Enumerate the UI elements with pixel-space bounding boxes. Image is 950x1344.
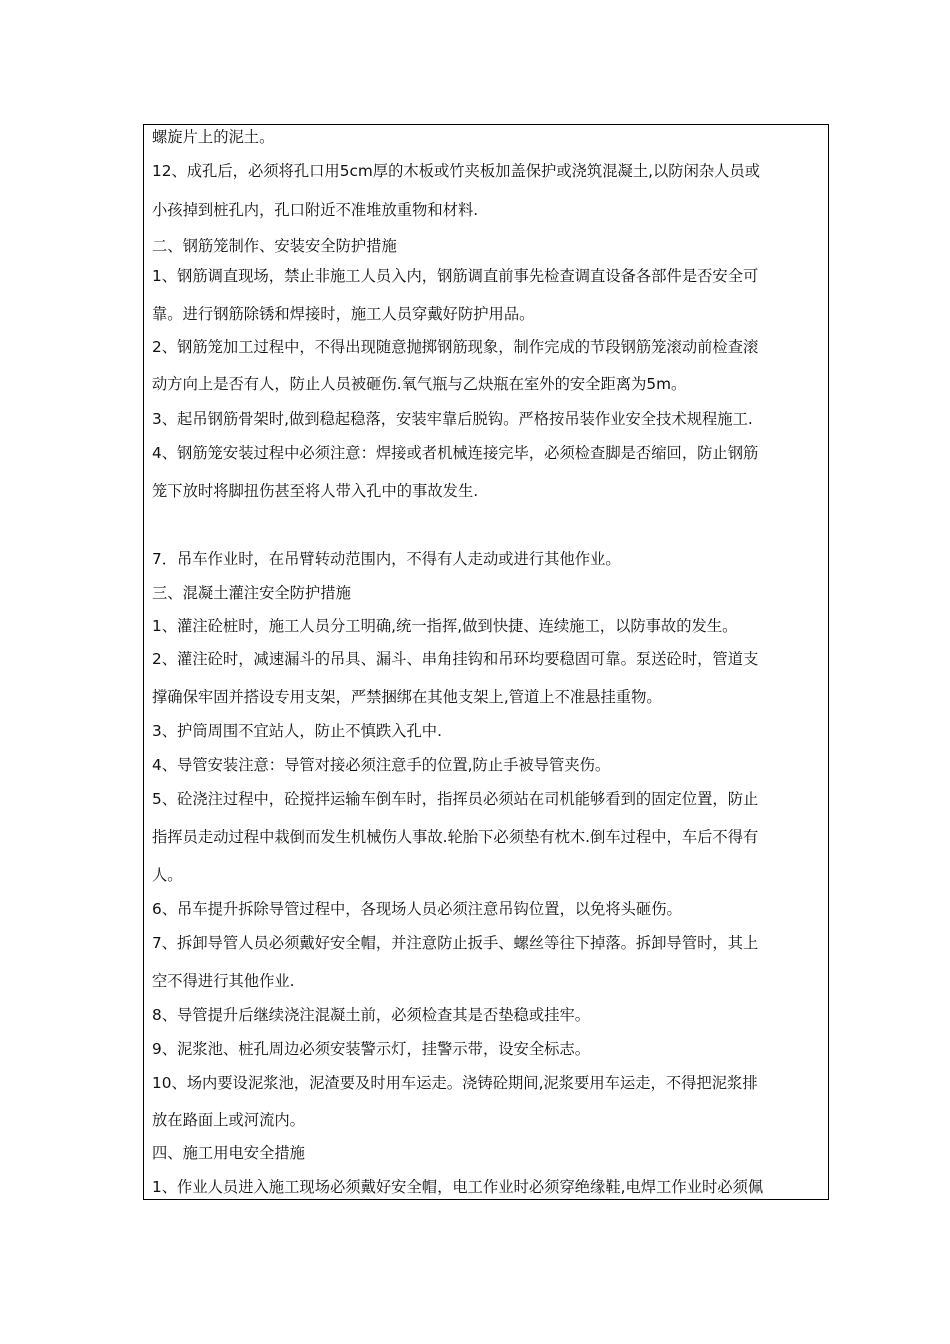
- section-heading: 三、混凝土灌注安全防护措施: [152, 584, 351, 602]
- text-line: 2、钢筋笼加工过程中，不得出现随意抛掷钢筋现象，制作完成的节段钢筋笼滚动前检查滚: [152, 338, 759, 356]
- text-line: 5、砼浇注过程中，砼搅拌运输车倒车时，指挥员必须站在司机能够看到的固定位置，防止: [152, 790, 759, 808]
- text-line: 笼下放时将脚扭伤甚至将人带入孔中的事故发生.: [152, 482, 479, 500]
- text-line: 撑确保牢固并搭设专用支架，严禁捆绑在其他支架上,管道上不准悬挂重物。: [152, 688, 662, 706]
- text-line: 1、灌注砼桩时，施工人员分工明确,统一指挥,做到快捷、连续施工，以防事故的发生。: [152, 617, 738, 635]
- text-line: 2、灌注砼时，减速漏斗的吊具、漏斗、串角挂钩和吊环均要稳固可靠。泵送砼时，管道支: [152, 650, 759, 668]
- text-line: 空不得进行其他作业.: [152, 972, 295, 990]
- text-line: 4、导管安装注意：导管对接必须注意手的位置,防止手被导管夹伤。: [152, 756, 611, 774]
- section-heading: 二、钢筋笼制作、安装安全防护措施: [152, 237, 397, 255]
- text-line: 3、护筒周围不宜站人，防止不慎跌入孔中.: [152, 722, 442, 740]
- text-line: 指挥员走动过程中栽倒而发生机械伤人事故.轮胎下必须垫有枕木.倒车过程中，车后不得有: [152, 828, 759, 846]
- text-line: 放在路面上或河流内。: [152, 1111, 305, 1129]
- text-line: 7．吊车作业时，在吊臂转动范围内，不得有人走动或进行其他作业。: [152, 550, 621, 568]
- text-line: 靠。进行钢筋除锈和焊接时，施工人员穿戴好防护用品。: [152, 305, 535, 323]
- section-heading: 四、施工用电安全措施: [152, 1144, 305, 1162]
- text-line: 3、起吊钢筋骨架时,做到稳起稳落，安装牢靠后脱钩。严格按吊装作业安全技术规程施工.: [152, 410, 753, 428]
- text-line: 螺旋片上的泥土。: [152, 128, 275, 146]
- text-line: 动方向上是否有人，防止人员被砸伤.氧气瓶与乙炔瓶在室外的安全距离为5m。: [152, 375, 687, 393]
- text-line: 6、吊车提升拆除导管过程中，各现场人员必须注意吊钩位置，以免将头砸伤。: [152, 900, 682, 918]
- text-line: 10、场内要设泥浆池，泥渣要及时用车运走。浇铸砼期间,泥浆要用车运走，不得把泥浆排: [152, 1074, 758, 1092]
- text-line: 1、作业人员进入施工现场必须戴好安全帽，电工作业时必须穿绝缘鞋,电焊工作业时必须佩: [152, 1178, 764, 1196]
- text-line: 4、钢筋笼安装过程中必须注意：焊接或者机械连接完毕，必须检查脚是否缩回，防止钢筋: [152, 444, 759, 462]
- text-line: 小孩掉到桩孔内，孔口附近不准堆放重物和材料.: [152, 201, 479, 219]
- text-line: 8、导管提升后继续浇注混凝土前，必须检查其是否垫稳或挂牢。: [152, 1006, 591, 1024]
- text-line: 9、泥浆池、桩孔周边必须安装警示灯，挂警示带，设安全标志。: [152, 1040, 591, 1058]
- document-frame: [143, 124, 829, 1200]
- text-line: 人。: [152, 866, 183, 884]
- text-line: 7、拆卸导管人员必须戴好安全帽，并注意防止扳手、螺丝等往下掉落。拆卸导管时，其上: [152, 934, 759, 952]
- text-line: 12、成孔后，必须将孔口用5cm厚的木板或竹夹板加盖保护或浇筑混凝土,以防闲杂人员或: [152, 162, 761, 180]
- text-line: 1、钢筋调直现场，禁止非施工人员入内，钢筋调直前事先检查调直设备各部件是否安全可: [152, 267, 759, 285]
